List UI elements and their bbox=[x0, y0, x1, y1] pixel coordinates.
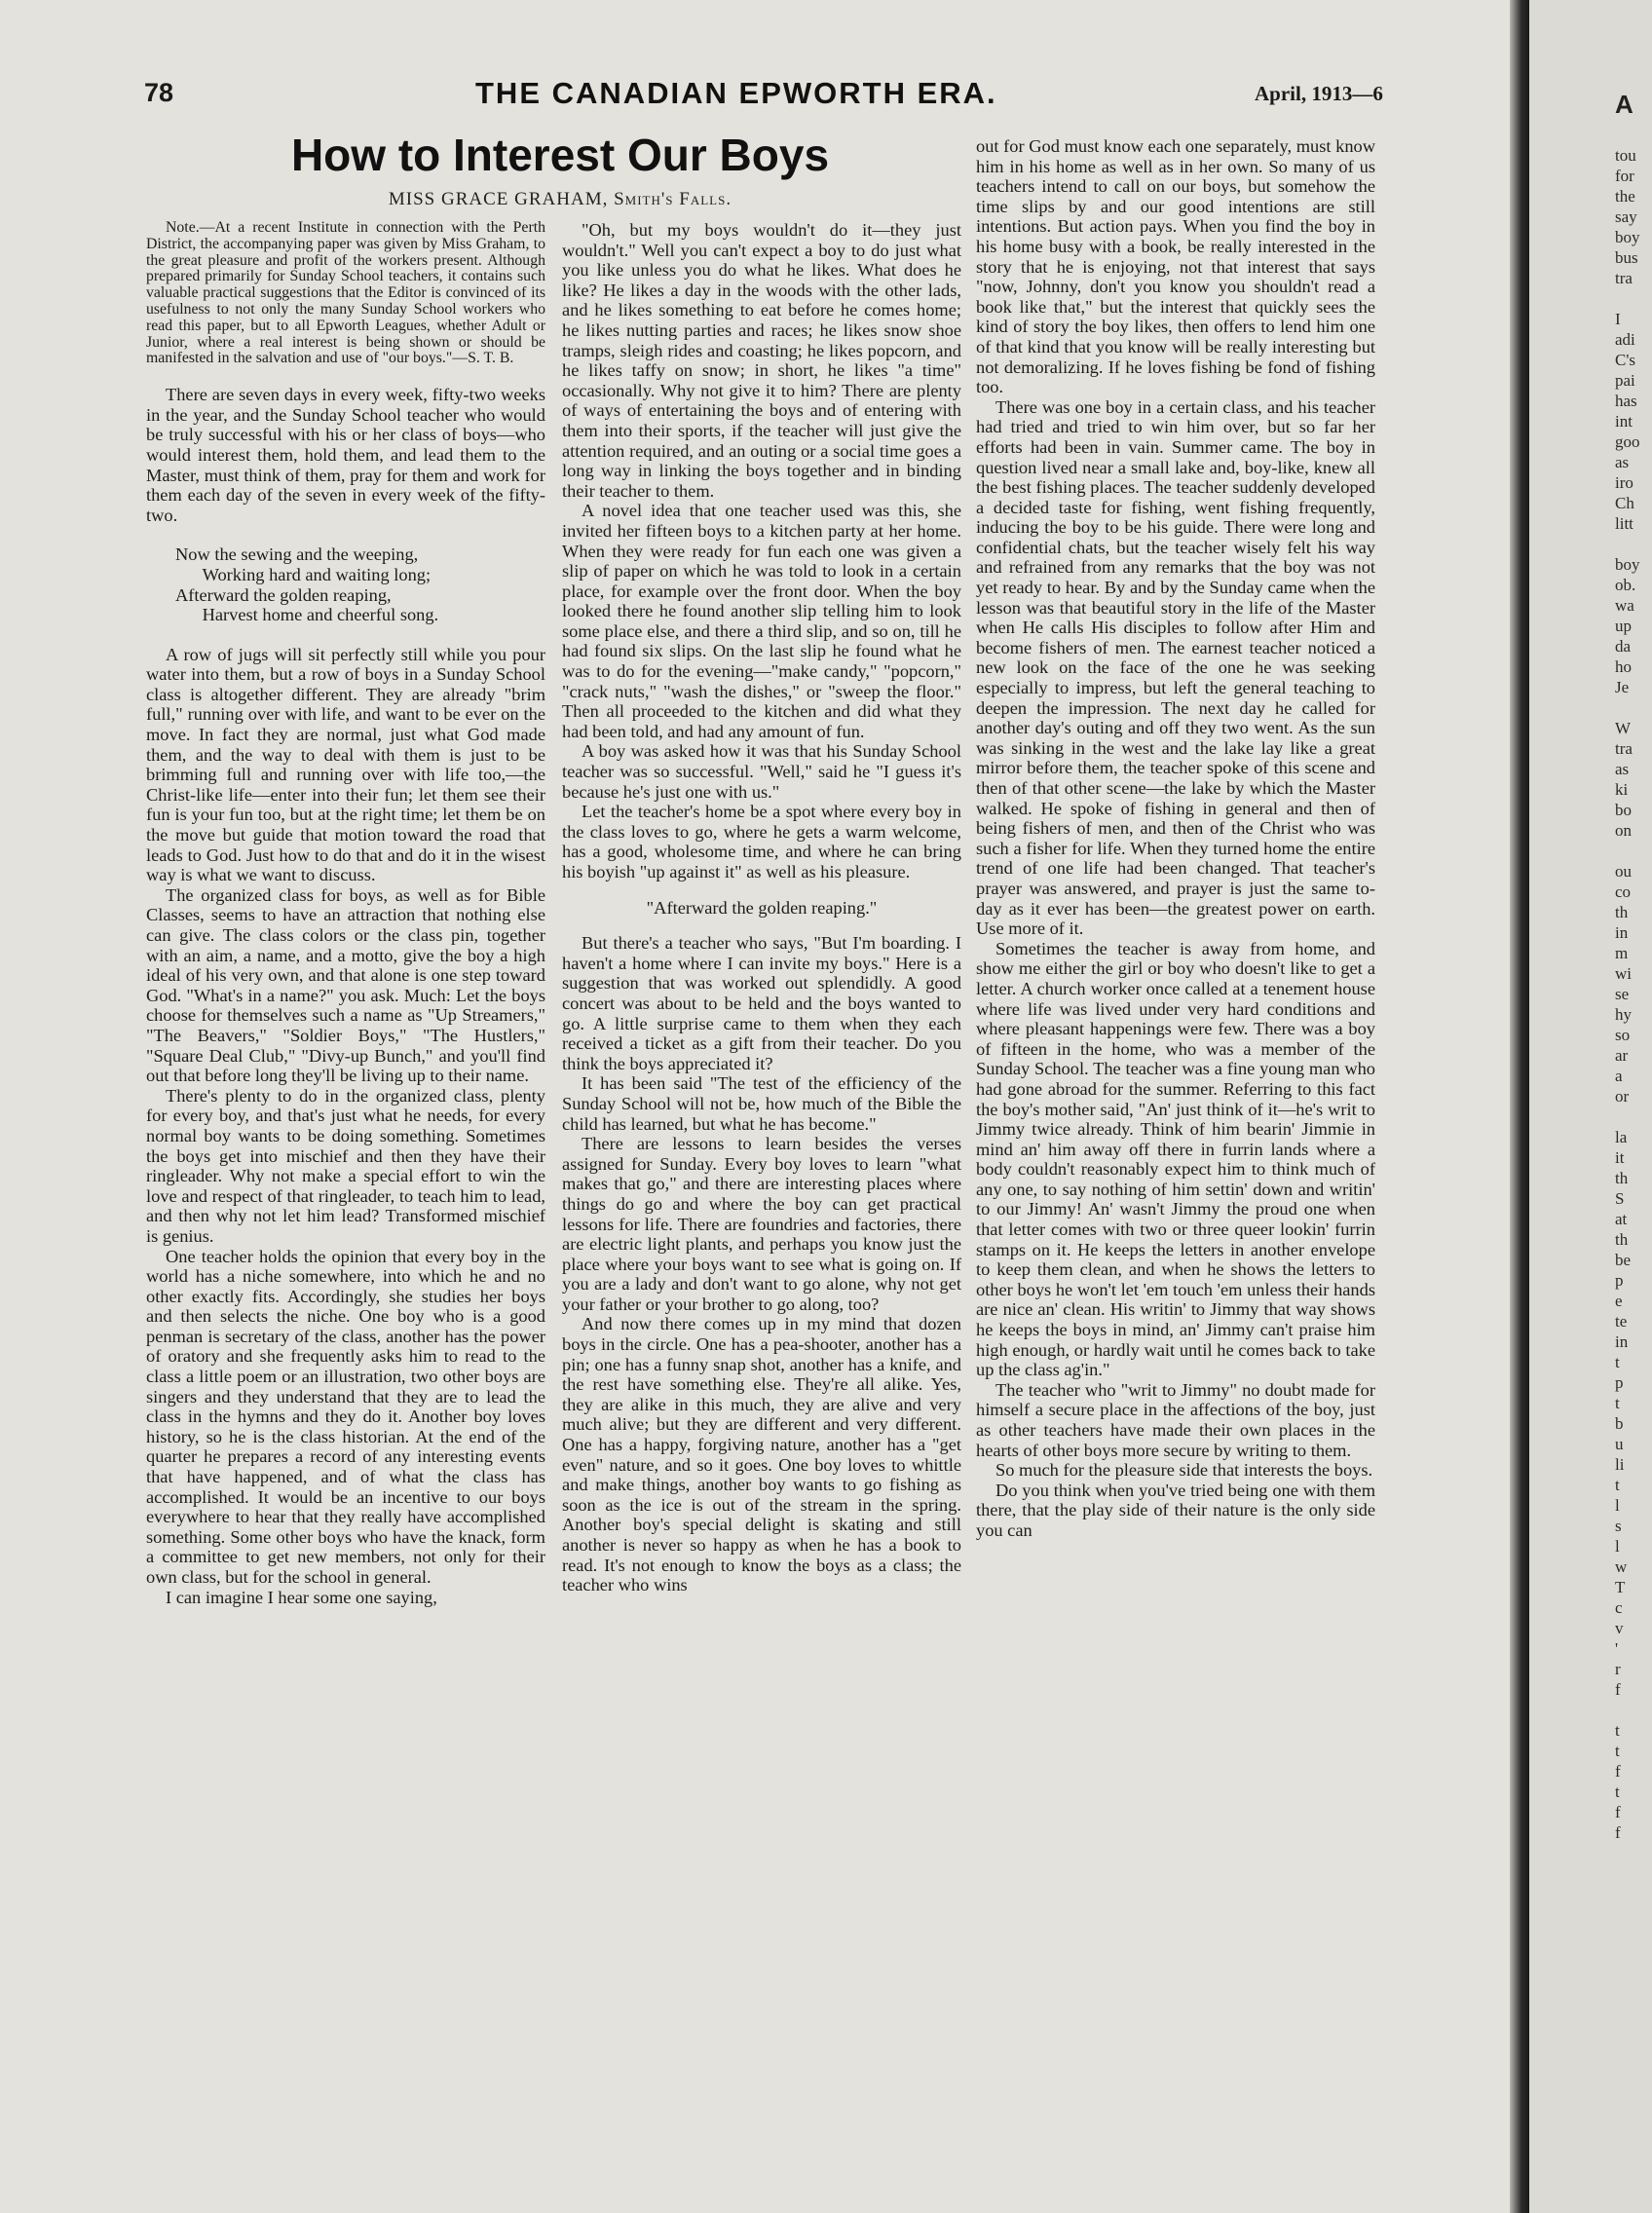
facing-text-fragment: boy bbox=[1615, 228, 1640, 246]
facing-text-fragment: l bbox=[1615, 1496, 1620, 1515]
facing-text-fragment: for bbox=[1615, 167, 1634, 185]
paragraph: There are seven days in every week, fifty-two weeks in the year, and the Sunday School teacher who would be truly successful with his or her class of boys—who would interest them, hold them, and lead them to the Master, must think of them, pray for them and work for them each day of the seven in every week of the fifty-two. bbox=[146, 385, 545, 525]
facing-text-fragment: in bbox=[1615, 1332, 1629, 1351]
column-1 bbox=[146, 220, 545, 2178]
facing-text-fragment: th bbox=[1615, 1230, 1629, 1249]
facing-text-fragment: up bbox=[1615, 617, 1632, 635]
paragraph: There are lessons to learn besides the verses assigned for Sunday. Every boy loves to learn "what makes that go," and there are interesting places where things do go and where the boy can get practical lessons for life. There are foundries and factories, there are electric light plants, and perhaps you know just the place where your boys want to see what is going on. If you are a lady and don't want to go alone, why not get your father or your brother to go along, too? bbox=[562, 1134, 961, 1314]
facing-text-fragment: pai bbox=[1615, 371, 1635, 390]
facing-text-fragment: co bbox=[1615, 882, 1632, 901]
facing-text-fragment: t bbox=[1615, 1742, 1620, 1760]
facing-text-fragment: ki bbox=[1615, 780, 1629, 799]
facing-text-fragment: p bbox=[1615, 1373, 1624, 1392]
facing-text-fragment: iro bbox=[1615, 473, 1633, 492]
column-3 bbox=[976, 136, 1375, 2177]
facing-text-fragment: in bbox=[1615, 923, 1629, 942]
paragraph: One teacher holds the opinion that every boy in the world has a niche somewhere, into which he and no other exactly fits. Accordingly, she studies her boys and then selects the niche. One boy who is a good penman is secretary of the class, another has the power of oratory and she frequently asks him to read to the class a little poem or an illustration, two other boys are singers and they understand that they are to lead the class in the hymns and they do it. Another boy loves history, so he is the class historian. At the end of the quarter he prepares a record of any interesting events that have happened, and of what the class has accomplished. It would be an incentive to our boys everywhere to hear that they really have accomplished something. Some other boys who have the knack, form a committee to get new members, not only for their own class, but for the school in general. bbox=[146, 1246, 545, 1588]
issue-date: April, 1913—6 bbox=[1255, 82, 1383, 105]
column-2 bbox=[562, 220, 961, 2178]
facing-text-fragment: t bbox=[1615, 1353, 1620, 1371]
facing-text-fragment: t bbox=[1615, 1394, 1620, 1412]
paragraph: Do you think when you've tried being one with them there, that the play side of their nature is the only side you can bbox=[976, 1480, 1375, 1540]
paragraph: There's plenty to do in the organized class, plenty for every boy, and that's just what he needs, for every normal boy wants to be doing something. Sometimes the boys get into mischief and then they have their ringleader. Why not make a special effort to win the love and respect of that ringleader, to teach him to lead, and then why not let him lead? Transformed mischief is genius. bbox=[146, 1085, 545, 1246]
paragraph: The organized class for boys, as well as for Bible Classes, seems to have an attraction that nothing else can give. The class colors or the class pin, together with an aim, a name, and a motto, give the boy a high ideal of his very own, and that alone is one step toward God. "What's in a name?" you ask. Much: Let the boys choose for themselves such a name as "Up Streamers," "The Beavers," "Soldier Boys," "The Hustlers," "Square Deal Club," "Divy-up Bunch," and you'll find out that before long they'll be living up to their name. bbox=[146, 884, 545, 1086]
facing-text-fragment: c bbox=[1615, 1598, 1623, 1617]
facing-text-fragment: be bbox=[1615, 1251, 1632, 1269]
facing-text-fragment: has bbox=[1615, 392, 1637, 410]
facing-text-fragment: wi bbox=[1615, 964, 1632, 983]
article-title: How to Interest Our Boys bbox=[290, 130, 830, 180]
facing-text-fragment: t bbox=[1615, 1476, 1620, 1494]
paragraph: There was one boy in a certain class, and his teacher had tried and tried to win him over, but so far her efforts had been in vain. Summer came. The boy in question lived near a small lake and, boy-like, knew all the best fishing places. The teacher suddenly developed a decided taste for fishing, went fishing frequently, inducing the boy to be his guide. There were long and confidential chats, but the teacher wisely felt his way and refrained from any remarks that the boy was not yet ready to hear. By and by the Sunday came when the lesson was that beautiful story in the life of the Master when He calls His disciples to follow after Him and become fishers of men. The earnest teacher noticed a new look on the face of the one he was seeking especially to impress, but left the general teaching to deepen the impression. The next day he called for another day's outing and off they two went. As the sun was sinking in the west and the lake lay like a great mirror before them, the teacher spoke of this scene and then of that other scene—the lake by which the Master walked. He spoke of fishing in general and then of being fishers of men, and then of the Christ who was such a fisher for life. When they turned home the entire trend of one life had been changed. That teacher's prayer was answered, and prayer is just the same to-day as it ever has been—the greatest power on earth. Use more of it. bbox=[976, 396, 1375, 939]
facing-text-fragment: on bbox=[1615, 821, 1632, 840]
paragraph: But there's a teacher who says, "But I'm boarding. I haven't a home where I can invite my boys." Here is a suggestion that was worked out splendidly. A good concert was about to be held and the boys wanted to go. A little surprise came to them when they each received a ticket as a gift from their teacher. Do you think the boys appreciated it? bbox=[562, 933, 961, 1073]
facing-text-fragment: e bbox=[1615, 1292, 1623, 1310]
pull-quote: "Afterward the golden reaping." bbox=[646, 897, 878, 918]
facing-text-fragment: t bbox=[1615, 1782, 1620, 1801]
facing-text-fragment: te bbox=[1615, 1312, 1628, 1331]
facing-text-fragment: Je bbox=[1615, 678, 1630, 696]
page-header bbox=[144, 78, 1449, 117]
facing-text-fragment: p bbox=[1615, 1271, 1624, 1290]
facing-text-fragment: f bbox=[1615, 1680, 1621, 1699]
facing-text-fragment: hy bbox=[1615, 1005, 1632, 1024]
facing-text-fragment: ar bbox=[1615, 1046, 1629, 1065]
facing-text-fragment: r bbox=[1615, 1660, 1621, 1678]
facing-text-fragment: m bbox=[1615, 944, 1629, 962]
facing-text-fragment: ou bbox=[1615, 862, 1632, 881]
facing-text-fragment: ho bbox=[1615, 657, 1632, 676]
facing-text-fragment: as bbox=[1615, 453, 1630, 471]
facing-text-fragment: the bbox=[1615, 187, 1635, 206]
facing-text-fragment: int bbox=[1615, 412, 1633, 431]
paragraph: "Oh, but my boys wouldn't do it—they just wouldn't." Well you can't expect a boy to do just what you like unless you do what he likes. What does he like? He likes a day in the woods with the other lads, and he likes something to eat before he comes home; he likes nutting parties and races; he likes snow shoe tramps, sleigh rides and coasting; he likes popcorn, and he likes taffy on snow; in short, he likes "a time" occasionally. Why not give it to him? There are plenty of ways of entertaining the boys and of entering with them into their sports, if the teacher will just give the attention required, and an outing or a social time goes a long way in linking the boys together and in binding their teacher to them. bbox=[562, 220, 961, 501]
facing-text-fragment: boy bbox=[1615, 555, 1640, 574]
paragraph: A novel idea that one teacher used was this, she invited her fifteen boys to a kitchen party at her home. When they were ready for fun each one was given a slip of paper on which he was told to look in a certain place, for example over the front door. When the boy looked there he found another slip telling him to look some place else, and there a third slip, and so on, till he had found six slips. On the last slip he found what he was to do for the evening—"make candy," "popcorn," "crack nuts," "wash the dishes," or "sweep the floor." Then all proceeded to the kitchen and did what they had been told, and had any amount of fun. bbox=[562, 501, 961, 741]
paragraph: A boy was asked how it was that his Sunday School teacher was so successful. "Well," said he "I guess it's because he's just one with us." bbox=[562, 741, 961, 802]
facing-text-fragment: u bbox=[1615, 1435, 1624, 1453]
facing-text-fragment: ' bbox=[1615, 1639, 1619, 1658]
author-location: Smith's Falls. bbox=[614, 189, 732, 209]
facing-text-fragment: so bbox=[1615, 1026, 1631, 1044]
facing-text-fragment: a bbox=[1615, 1067, 1623, 1085]
poem-line: Afterward the golden reaping, bbox=[175, 584, 392, 605]
facing-text-fragment: th bbox=[1615, 1169, 1629, 1187]
facing-text-fragment: l bbox=[1615, 1537, 1620, 1556]
facing-text-fragment: f bbox=[1615, 1762, 1621, 1781]
paragraph: A row of jugs will sit perfectly still while you pour water into them, but a row of boys in a Sunday School class is altogether different. They are already "brim full," running over with life, and want to be ever on the move. In fact they are normal, just what God made them, and the way to deal with them is just to be brimming full and running over with life too,—the Christ-like life—enter into their fun; let them see their fun is your fun too, but at the right time; let them be on the move but guide that motion toward the road that leads to God. Just how to do that and do it in the wisest way is what we want to discuss. bbox=[146, 644, 545, 885]
poem-line: Working hard and waiting long; bbox=[175, 564, 432, 584]
page-gutter bbox=[1510, 0, 1529, 2213]
facing-text-fragment: t bbox=[1615, 1721, 1620, 1740]
facing-text-fragment: it bbox=[1615, 1148, 1625, 1167]
facing-text-fragment: tra bbox=[1615, 739, 1633, 758]
masthead: THE CANADIAN EPWORTH ERA. bbox=[475, 76, 997, 110]
paragraph: Let the teacher's home be a spot where every boy in the class loves to go, where he gets a warm welcome, has a good, wholesome time, and where he can bring his boyish "up against it" as well as his pleasure. bbox=[562, 802, 961, 881]
facing-text-fragment: li bbox=[1615, 1455, 1625, 1474]
paragraph: And now there comes up in my mind that dozen boys in the circle. One has a pea-shooter, another has a pin; one has a funny snap shot, another has a knife, and the rest have something else. They're all alike. Yes, they are alike in this much, they are alive and very much alive; but they are different and very different. One has a happy, forgiving nature, another has a "get even" nature, and so it goes. One boy loves to whittle and make things, another boy wants to go fishing as soon as the ice is out of the stream in the spring. Another boy's special delight is skating and still another is never so happy as when he has a book to read. It's not enough to know the boys as a class; the teacher who wins bbox=[562, 1314, 961, 1595]
facing-text-fragment: at bbox=[1615, 1210, 1628, 1228]
paragraph: I can imagine I hear some one saying, bbox=[166, 1587, 437, 1607]
facing-text-fragment: W bbox=[1615, 719, 1632, 737]
facing-text-fragment: wa bbox=[1615, 596, 1634, 615]
facing-page-letter: A bbox=[1615, 90, 1633, 119]
facing-text-fragment: S bbox=[1615, 1189, 1625, 1208]
facing-text-fragment: da bbox=[1615, 637, 1632, 656]
byline bbox=[146, 189, 974, 210]
facing-text-fragment: tra bbox=[1615, 269, 1633, 287]
facing-text-fragment: bus bbox=[1615, 248, 1638, 267]
facing-text-fragment: tou bbox=[1615, 146, 1636, 165]
paragraph: Sometimes the teacher is away from home, and show me either the girl or boy who doesn't like to get a letter. A church worker once called at a tenement house where life was lived under very hard conditions and where pleasant happenings were few. There was a boy of fifteen in the home, who was a member of the Sunday School. The teacher was a fine young man who had gone abroad for the summer. Referring to this fact the boy's mother said, "An' just think of it—he's writ to Jimmy twice already. Think of him bearin' Jimmie in mind an' him away off there in furrin lands where a body couldn't reasonably expect him to think much of any one, to say nothing of him settin' down and writin' to our Jimmy! An' wasn't Jimmy the proud one when that letter comes with two or three queer lookin' furrin stamps on it. He keeps the letters in another envelope to keep them clean, and when he shows the letters to other boys he won't let 'em touch 'em unless their hands are nice an' clean. His writin' to Jimmy that way shows he keeps the boys in mind, an' Jimmy can't praise him high enough, or hardly wait until he comes back to take up the class ag'in." bbox=[976, 938, 1375, 1380]
facing-page-edge bbox=[1529, 0, 1652, 2213]
page-number: 78 bbox=[144, 78, 174, 107]
facing-text-fragment: as bbox=[1615, 760, 1630, 778]
poem-line: Harvest home and cheerful song. bbox=[175, 605, 439, 625]
facing-text-fragment: th bbox=[1615, 903, 1629, 921]
paragraph: out for God must know each one separately, must know him in his home as well as in her own. So many of us teachers intend to call on our boys, but somehow the time slips by and our good intentions are still intentions. But action pays. When you find the boy in his home busy with a book, be really interested in the story that he is enjoying, not that interest that says "now, Johnny, don't you know you shouldn't read a book like that," but the interest that quickly sees the kind of story the boy likes, then offers to lend him one of that kind that you know will be really interesting but not demoralizing. If he loves fishing be fond of fishing too. bbox=[976, 136, 1375, 397]
poem-line: Now the sewing and the weeping, bbox=[175, 544, 419, 565]
facing-text-fragment: f bbox=[1615, 1803, 1621, 1821]
facing-text-fragment: f bbox=[1615, 1823, 1621, 1842]
facing-text-fragment: la bbox=[1615, 1128, 1628, 1146]
facing-text-fragment: T bbox=[1615, 1578, 1626, 1596]
paragraph: It has been said "The test of the efficiency of the Sunday School will not be, how much of the Bible the child has learned, but what he has become." bbox=[562, 1073, 961, 1134]
editor-note: Note.—At a recent Institute in connection with the Perth District, the accompanying paper was given by Miss Graham, to the great pleasure and profit of the workers present. Although prepared primarily for Sunday School teachers, it contains such valuable practical suggestions that the Editor is convinced of its usefulness to not only the many Sunday School workers who read this paper, but to all Epworth Leagues, whether Adult or Junior, where a real interest is being shown or should be manifested in the salvation and use of "our boys."—S. T. B. bbox=[146, 220, 545, 367]
author-name: MISS GRACE GRAHAM, bbox=[388, 189, 609, 209]
facing-text-fragment: or bbox=[1615, 1087, 1630, 1106]
paragraph: So much for the pleasure side that interests the boys. bbox=[995, 1460, 1373, 1481]
facing-text-fragment: ob. bbox=[1615, 576, 1636, 594]
facing-text-fragment: adi bbox=[1615, 330, 1635, 349]
facing-text-fragment: Ch bbox=[1615, 494, 1634, 512]
facing-text-fragment: C's bbox=[1615, 351, 1636, 369]
paragraph: The teacher who "writ to Jimmy" no doubt made for himself a secure place in the affections of the boy, just as other teachers have made their own places in the hearts of other boys more secure by writing to them. bbox=[976, 1379, 1375, 1460]
facing-text-fragment: s bbox=[1615, 1517, 1622, 1535]
facing-text-fragment: say bbox=[1615, 207, 1637, 226]
facing-text-fragment: v bbox=[1615, 1619, 1624, 1637]
facing-text-fragment: se bbox=[1615, 985, 1630, 1003]
facing-text-fragment: w bbox=[1615, 1557, 1628, 1576]
facing-text-fragment: b bbox=[1615, 1414, 1624, 1433]
facing-text-fragment: litt bbox=[1615, 514, 1633, 533]
poem-stanza bbox=[175, 544, 545, 624]
facing-text-fragment: goo bbox=[1615, 432, 1640, 451]
facing-text-fragment: I bbox=[1615, 310, 1621, 328]
facing-text-fragment: bo bbox=[1615, 801, 1632, 819]
